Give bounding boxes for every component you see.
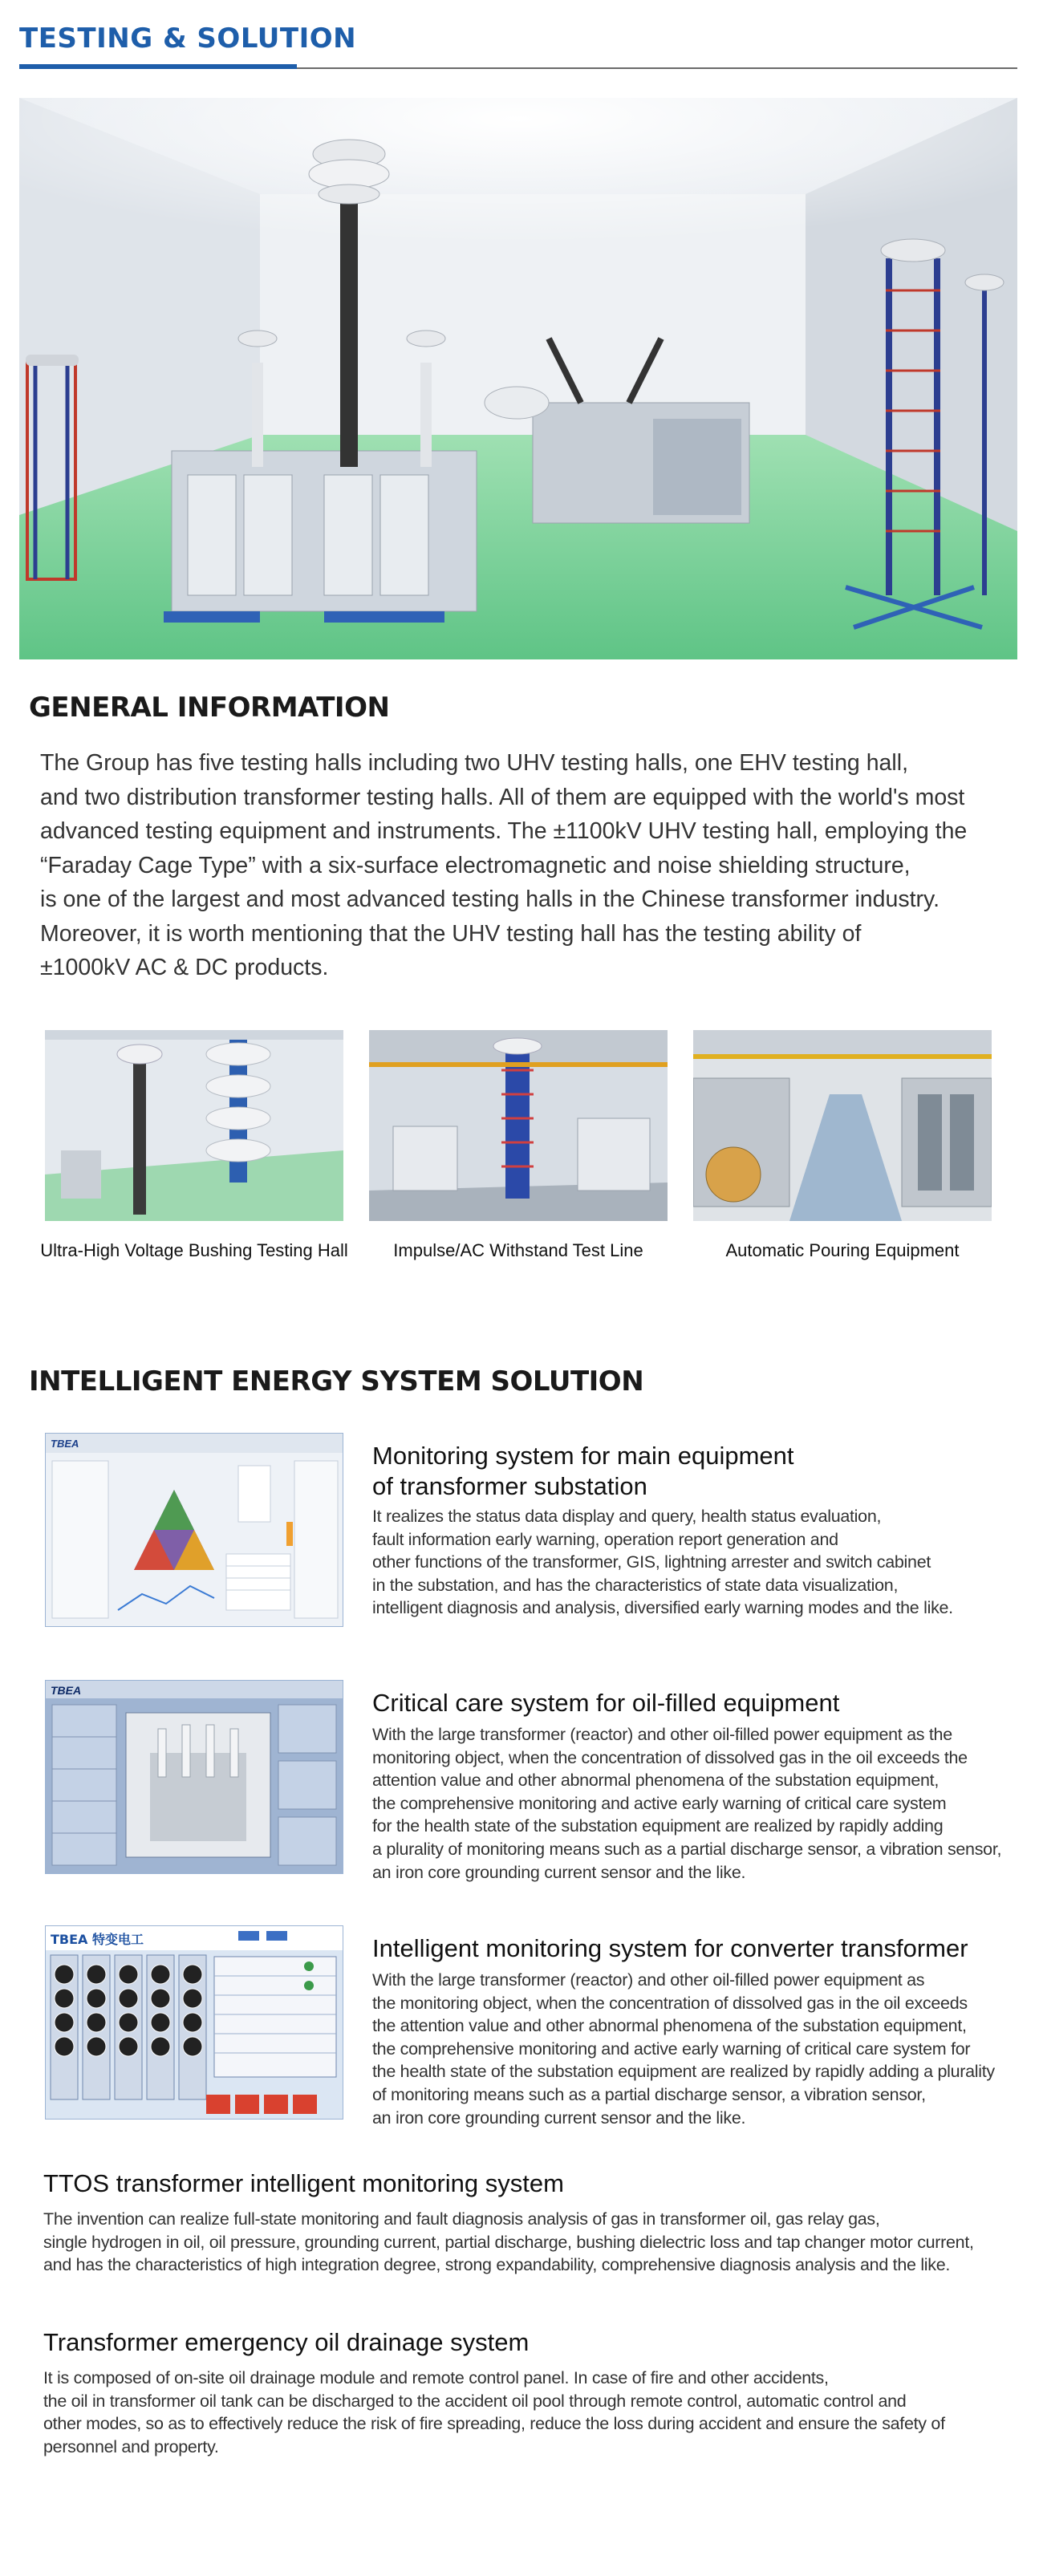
automatic-pouring-equipment-photo — [693, 1030, 992, 1221]
gallery-caption-pouring: Automatic Pouring Equipment — [725, 1240, 960, 1260]
converter-transformer-monitoring-screenshot — [45, 1925, 343, 2120]
ttos-title: TTOS transformer intelligent monitoring system — [43, 2169, 564, 2197]
solution-3-title: Intelligent monitoring system for converter transformer — [372, 1934, 968, 1962]
solution-1-title: Monitoring system for main equipment of transformer substation — [372, 1442, 794, 1500]
ttos-description: The invention can realize full-state monitoring and fault diagnosis analysis of gas in transformer oil, gas relay gas, single hydrogen in oil, oil pressure, grounding current, partial discharge, bushing dielectric loss and tap changer motor current, and has the characteristics of high integration degree, strong expandability, comprehensive diagnosis analysis and the like. — [43, 2209, 974, 2274]
substation-monitoring-screenshot — [45, 1433, 343, 1627]
gallery-caption-bushing: Ultra-High Voltage Bushing Testing Hall — [40, 1240, 348, 1260]
general-information-heading: GENERAL INFORMATION — [29, 692, 390, 724]
svg-text:TBEA 特变电工: TBEA 特变电工 — [51, 1932, 144, 1947]
section-title: TESTING & SOLUTION — [19, 22, 357, 55]
title-accent-bar — [19, 64, 297, 69]
solution-heading: INTELLIGENT ENERGY SYSTEM SOLUTION — [29, 1365, 644, 1398]
general-information-text: The Group has five testing halls including two UHV testing halls, one EHV testing hall, and two distribution transformer testing halls. All of them are equipped with the world's most advanced testing equipment and instruments. The ±1100kV UHV testing hall, employing the “Faraday Cage Type” with a six-surface electromagnetic and noise shielding structure, is one of the largest and most advanced testing halls in the Chinese transformer industry. Moreover, it is worth mentioning that the UHV testing hall has the testing ability of ±1000kV AC & DC products. — [40, 750, 968, 980]
oil-equipment-care-screenshot — [45, 1680, 343, 1874]
solution-2-description: With the large transformer (reactor) and other oil-filled power equipment as the monitoring object, when the concentration of dissolved gas in the oil exceeds the attention value and other abnormal phenomena of the substation equipment, the comprehensive monitoring and active early warning of critical care system for the health state of the substation equipment are realized by rapidly adding a plurality of monitoring means such as a partial discharge sensor, a vibration sensor, an iron core grounding current sensor and the like. — [372, 1725, 1002, 1882]
bushing-testing-hall-photo — [45, 1030, 343, 1221]
gallery-caption-impulse: Impulse/AC Withstand Test Line — [393, 1240, 643, 1260]
hero-testing-hall-image — [19, 98, 1017, 659]
svg-text:TBEA: TBEA — [51, 1684, 82, 1697]
impulse-test-line-photo — [369, 1030, 668, 1221]
svg-text:TBEA: TBEA — [51, 1438, 79, 1450]
solution-2-title: Critical care system for oil-filled equipment — [372, 1689, 840, 1717]
solution-3-description: With the large transformer (reactor) and other oil-filled power equipment as the monitoring object, when the concentration of dissolved gas in the oil exceeds the attention value and other abnormal phenomena of the substation equipment, the comprehensive monitoring and active early warning of critical care system for the health state of the substation equipment are realized by rapidly adding a plurality of monitoring means such as a partial discharge sensor, a vibration sensor, an iron core grounding current sensor and the like. — [372, 1970, 995, 2128]
oil-drainage-title: Transformer emergency oil drainage system — [43, 2328, 530, 2356]
solution-1-description: It realizes the status data display and query, health status evaluation, fault information early warning, operation report generation and other functions of the transformer, GIS, lightning arrester and switch cabinet in the substation, and has the characteristics of state data visualization, intelligent diagnosis and analysis, diversified early warning modes and the like. — [372, 1507, 953, 1618]
oil-drainage-description: It is composed of on-site oil drainage module and remote control panel. In case of fire and other accidents, the oil in transformer oil tank can be discharged to the accident oil pool through remote control, automatic control and other modes, so as to effectively reduce the risk of fire spreading, reduce the loss during accident and ensure the safety of personnel and property. — [43, 2368, 945, 2456]
